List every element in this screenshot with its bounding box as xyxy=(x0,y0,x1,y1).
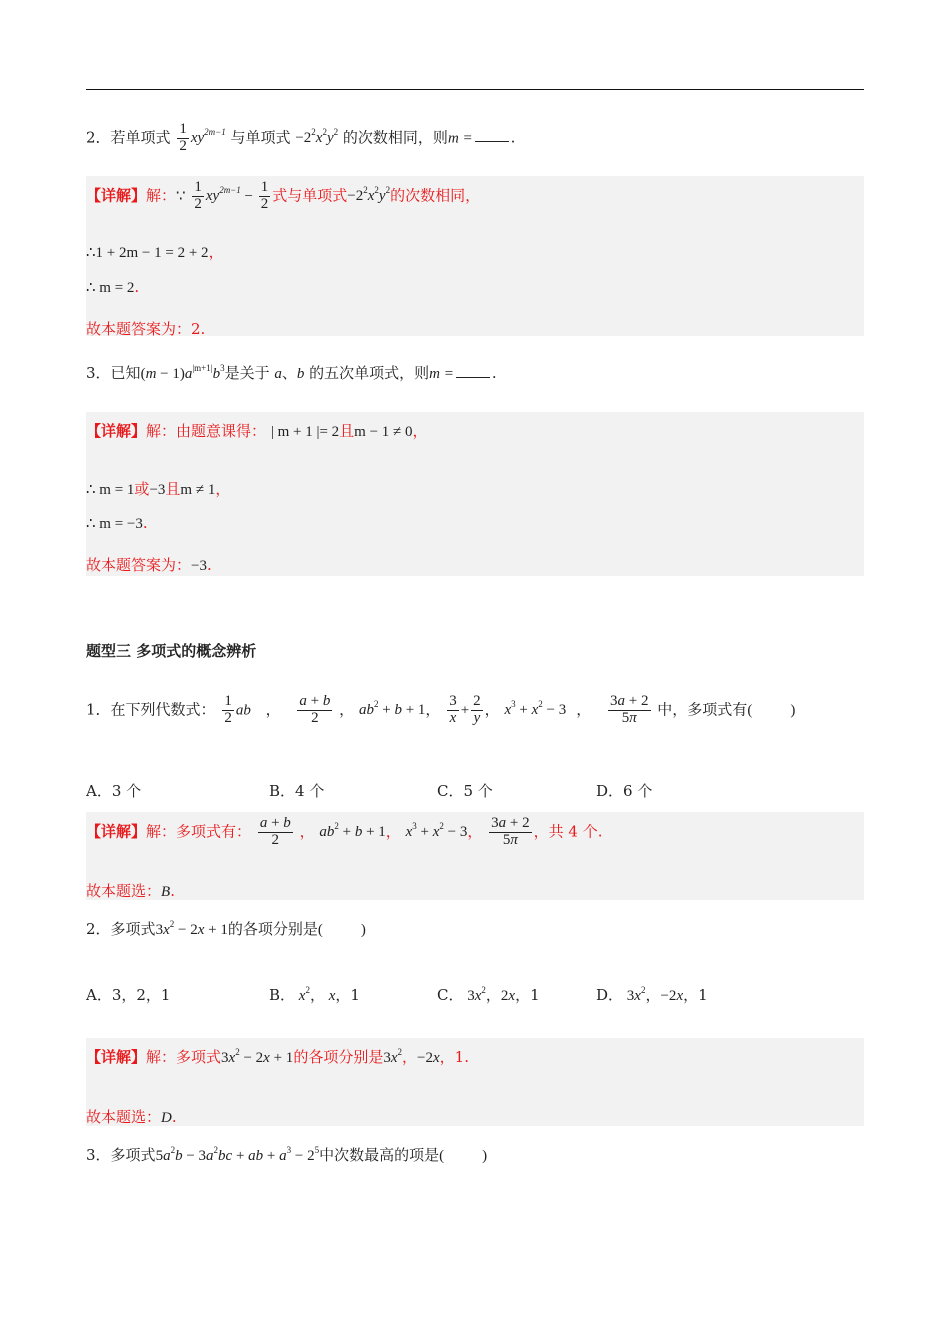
problem-2-answer-line xyxy=(86,1046,469,1067)
fraction-half: $\frac{1}{2}$ xyxy=(194,179,202,212)
problem-2-final xyxy=(86,1106,177,1127)
expr-x3: $x^3 + x^2 - 3$ xyxy=(405,821,468,841)
right-paren: ) xyxy=(360,922,366,938)
conjunction: 且 xyxy=(165,480,181,498)
right-paren: ) xyxy=(482,1148,488,1164)
separator: ， xyxy=(335,986,351,1004)
answer-label: 故本题答案为： xyxy=(86,556,192,574)
equation: ∴ m = 2 xyxy=(86,280,135,296)
problem-1-answer-box xyxy=(86,812,864,900)
answer-3-final xyxy=(86,554,212,575)
separator: ， xyxy=(425,700,441,719)
answer-2-line-1: 【详解】解：∵ $\frac{1}{2}$ $xy^{2m-1}$ − $\frac{1}{2}$ 式与单项式$-2^2x^2y^2$的次数相同， xyxy=(86,179,481,212)
option-label: D． xyxy=(596,986,624,1004)
fraction-a-plus-b: $\frac{a + b}{2}$ xyxy=(259,815,291,848)
fraction-2-over-y: $\frac{2}{y}$ xyxy=(473,693,481,726)
problem-2-line xyxy=(86,918,366,939)
right-paren: ) xyxy=(790,702,796,719)
answer-2-box xyxy=(86,176,864,336)
because-symbol: ∵ xyxy=(176,188,186,205)
fraction-a-plus-b: $\frac{a + b}{2}$ xyxy=(299,693,331,726)
question-text: 是关于 xyxy=(224,364,270,382)
var-b: b xyxy=(296,366,305,382)
fraction-half: $\frac{1}{2}$ xyxy=(179,121,187,154)
equation: ∴ m = 1 xyxy=(86,482,135,498)
equation: m ≠ 1 xyxy=(180,482,216,498)
period: . xyxy=(510,128,516,147)
answer-3-line-2 xyxy=(86,478,230,499)
question-text: 中次数最高的项是 xyxy=(319,1146,440,1164)
separator: ， xyxy=(402,1048,418,1066)
option-value: 1 xyxy=(698,986,708,1004)
solution-label: 解：由题意课得： xyxy=(146,422,267,440)
question-text: 多项式 xyxy=(110,920,156,938)
detail-tag: 【详解】 xyxy=(86,1048,147,1066)
question-3-line xyxy=(86,362,497,383)
period: . xyxy=(170,882,175,900)
answer-3-box xyxy=(86,412,864,576)
answer-text: 式与单项式 xyxy=(272,186,348,205)
separator: ， xyxy=(265,700,281,719)
option-a[interactable]: A．3，2，1 xyxy=(86,986,171,1004)
term: $3x^2$ xyxy=(383,1047,402,1066)
question-2 xyxy=(86,118,864,168)
separator: ， xyxy=(339,700,355,719)
condition: m − 1 ≠ 0 xyxy=(354,424,413,440)
separator: 、 xyxy=(281,364,297,382)
answer-value: D xyxy=(161,1110,172,1126)
fraction-half: $\frac{1}{2}$ xyxy=(260,179,269,212)
solution-label: 解：多项式 xyxy=(146,1048,222,1066)
option-value: 1 xyxy=(530,986,540,1004)
option-value: 1 xyxy=(350,986,360,1004)
var-a: a xyxy=(274,366,282,382)
solution-label: 解： xyxy=(146,186,177,205)
question-number: 1． xyxy=(86,700,111,719)
answer-2-line-3 xyxy=(86,278,139,297)
separator: ， xyxy=(484,700,500,719)
question-text: 的各项分别是 xyxy=(227,920,318,938)
answer-value: −3 xyxy=(191,558,207,574)
fraction-half: $\frac{1}{2}$ xyxy=(224,693,232,726)
question-text: 的次数相同，则 xyxy=(342,128,448,147)
period: . xyxy=(142,514,148,532)
answer-2-final: 故本题答案为：2. xyxy=(86,320,206,338)
period: . xyxy=(206,556,212,574)
separator: ， xyxy=(385,822,401,841)
period: . xyxy=(134,278,140,296)
question-number: 2． xyxy=(86,128,111,147)
question-number: 3． xyxy=(86,1146,111,1164)
separator: ， xyxy=(467,822,483,841)
option-c[interactable]: C． $3x^2$，2x，1 xyxy=(437,985,540,1004)
expr-ab2: $ab^2 + b + 1$ xyxy=(319,821,386,841)
question-number: 2． xyxy=(86,920,111,938)
answer-3-line-3 xyxy=(86,514,148,533)
polynomial: $5a^2b - 3a^2bc$ + ab + $a^3 - 2^5$ xyxy=(155,1145,320,1164)
monomial-2: $-2^2x^2y^2$ xyxy=(347,185,391,205)
conjunction: 或 xyxy=(134,480,150,498)
equation: ∴1 + 2m − 1 = 2 + 2 xyxy=(86,245,209,261)
fraction-3a-plus-2: $\frac{3a + 2}{5\pi}$ xyxy=(610,693,649,726)
option-d[interactable]: D． $3x^2$，−2x，1 xyxy=(596,985,708,1004)
problem-3 xyxy=(86,1140,864,1170)
detail-tag: 【详解】 xyxy=(86,822,147,841)
separator: ， xyxy=(645,986,661,1004)
left-paren: ( xyxy=(747,702,753,719)
option-d[interactable]: D．6 个 xyxy=(596,782,653,800)
polynomial: $3x^2 - 2x + 1$ xyxy=(221,1047,294,1066)
answer-label: 故本题选： xyxy=(86,882,162,900)
problem-1 xyxy=(86,690,864,738)
answer-value: B xyxy=(161,884,171,900)
question-text: 已知 xyxy=(110,364,141,382)
answer-2-line-2 xyxy=(86,241,224,262)
option-b[interactable]: B． $x^2$， x，1 xyxy=(269,985,360,1004)
polynomial: $3x^2 - 2x + 1$ xyxy=(155,919,228,938)
answer-text: ，共 4 个. xyxy=(533,822,603,841)
term: −2x xyxy=(417,1050,440,1066)
answer-text: 的各项分别是 xyxy=(293,1048,384,1066)
m-equals: m = xyxy=(429,366,454,382)
monomial-1: $xy^{2m-1}$ xyxy=(190,127,226,147)
expr-x3: $x^3 + x^2 - 3$ xyxy=(504,699,567,719)
comma: ， xyxy=(215,480,231,498)
separator: ， xyxy=(309,986,325,1004)
problem-1-answer-line xyxy=(86,816,603,849)
section-title: 题型三 多项式的概念辨析 xyxy=(86,642,257,660)
expr-ab2: $ab^2 + b + 1$ xyxy=(358,699,426,719)
fraction-3-over-x: $\frac{3}{x}$ xyxy=(449,693,457,726)
period: . xyxy=(491,364,497,382)
problem-1-final xyxy=(86,880,175,901)
answer-blank xyxy=(456,377,490,378)
separator: ， xyxy=(299,822,315,841)
question-text: 多项式 xyxy=(110,1146,156,1164)
option-label: C． xyxy=(437,986,464,1004)
question-text: 与单项式 xyxy=(230,128,291,147)
separator: ， xyxy=(683,986,699,1004)
question-text: 若单项式 xyxy=(110,128,171,147)
question-text: 的五次单项式，则 xyxy=(309,364,430,382)
left-paren: ( xyxy=(439,1148,445,1164)
separator: ， xyxy=(485,986,501,1004)
option-label: B． xyxy=(269,986,296,1004)
monomial-1: $xy^{2m-1}$ xyxy=(205,185,241,205)
answer-text: ，1. xyxy=(439,1048,469,1066)
monomial-2: $-2^2x^2y^2$ xyxy=(295,127,339,147)
option-c[interactable]: C．5 个 xyxy=(437,782,493,800)
question-3 xyxy=(86,356,864,390)
separator: ， xyxy=(576,700,592,719)
question-text: 中，多项式有 xyxy=(657,700,748,719)
answer-label: 故本题选： xyxy=(86,1108,162,1126)
value: −3 xyxy=(149,482,166,498)
header-rule xyxy=(86,89,864,90)
option-b[interactable]: B．4 个 xyxy=(269,782,325,800)
answer-3-line-1 xyxy=(86,420,428,441)
problem-2 xyxy=(86,914,864,944)
left-paren: ( xyxy=(317,922,323,938)
problem-3-line xyxy=(86,1144,487,1165)
equation: ∴ m = −3 xyxy=(86,516,143,532)
question-text: 在下列代数式： xyxy=(110,700,216,719)
conjunction: 且 xyxy=(339,422,355,440)
question-number: 3． xyxy=(86,364,111,382)
comma: ， xyxy=(208,243,224,261)
fraction-3a-plus-2: $\frac{3a + 2}{5\pi}$ xyxy=(491,815,530,848)
comma: ， xyxy=(412,422,428,440)
answer-blank xyxy=(475,141,509,142)
answer-text: 的次数相同， xyxy=(390,186,481,205)
option-a[interactable]: A．3 个 xyxy=(86,782,142,800)
condition: | m + 1 |= 2 xyxy=(270,424,340,440)
m-equals: m = xyxy=(447,130,473,147)
question-2-line xyxy=(86,122,515,155)
problem-2-answer-box xyxy=(86,1038,864,1126)
separator: ， xyxy=(515,986,531,1004)
expression: $(m - 1)a^{|m+1|}b^3$ xyxy=(140,363,225,382)
problem-1-line: 1．在下列代数式： $\frac{1}{2}$ ab ， $\frac{a + b}{2}$ ， $ab^2 + b + 1$， $\frac{3}{x}$ + $\frac{2}{y}$ ， $x^3 + x^2 - 3$ ， $\frac{3a + 2}{5\pi}$ 中，多项式有( ) xyxy=(86,693,796,726)
solution-label: 解：多项式有： xyxy=(146,822,252,841)
detail-tag: 【详解】 xyxy=(86,186,147,205)
period: . xyxy=(171,1108,177,1126)
detail-tag: 【详解】 xyxy=(86,422,147,440)
